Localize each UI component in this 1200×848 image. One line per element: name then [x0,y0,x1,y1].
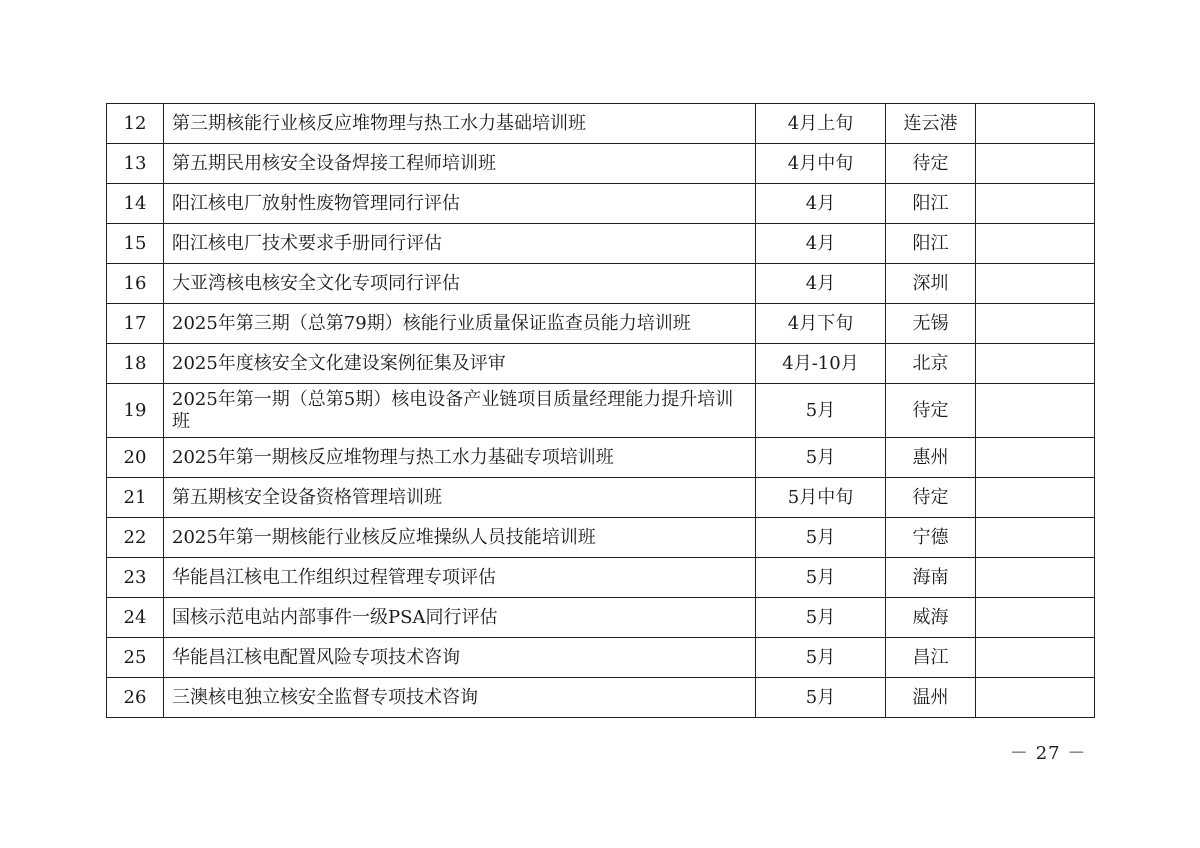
place-cell: 海南 [886,558,976,598]
note-cell [976,638,1095,678]
time-cell: 4月下旬 [756,304,886,344]
table-row [107,598,1095,638]
place-cell: 宁德 [886,518,976,558]
place-cell: 威海 [886,598,976,638]
page-number: － 27 － [1010,743,1087,764]
time-cell: 5月 [756,384,886,438]
place-cell: 待定 [886,478,976,518]
row-number-cell: 19 [107,384,164,438]
time-cell: 4月-10月 [756,344,886,384]
place-cell: 北京 [886,344,976,384]
table-row [107,144,1095,184]
note-cell [976,104,1095,144]
row-number-cell: 16 [107,264,164,304]
note-cell [976,344,1095,384]
place-cell: 无锡 [886,304,976,344]
note-cell [976,598,1095,638]
time-cell: 5月 [756,518,886,558]
item-name-cell: 2025年第一期核能行业核反应堆操纵人员技能培训班 [164,518,756,558]
table-row [107,224,1095,264]
item-name-cell: 大亚湾核电核安全文化专项同行评估 [164,264,756,304]
schedule-table [106,103,1095,718]
row-number-cell: 21 [107,478,164,518]
note-cell [976,678,1095,718]
item-name-cell: 2025年第一期（总第5期）核电设备产业链项目质量经理能力提升培训班 [164,384,756,438]
item-name-cell: 第五期核安全设备资格管理培训班 [164,478,756,518]
row-number-cell: 13 [107,144,164,184]
place-cell: 待定 [886,384,976,438]
table-row [107,344,1095,384]
note-cell [976,384,1095,438]
time-cell: 5月 [756,558,886,598]
place-cell: 阳江 [886,224,976,264]
item-name-cell: 阳江核电厂技术要求手册同行评估 [164,224,756,264]
time-cell: 4月上旬 [756,104,886,144]
place-cell: 昌江 [886,638,976,678]
table-row [107,518,1095,558]
row-number-cell: 18 [107,344,164,384]
note-cell [976,478,1095,518]
place-cell: 阳江 [886,184,976,224]
note-cell [976,224,1095,264]
item-name-cell: 华能昌江核电工作组织过程管理专项评估 [164,558,756,598]
time-cell: 4月中旬 [756,144,886,184]
table-row [107,184,1095,224]
time-cell: 5月中旬 [756,478,886,518]
item-name-cell: 国核示范电站内部事件一级PSA同行评估 [164,598,756,638]
item-name-cell: 第五期民用核安全设备焊接工程师培训班 [164,144,756,184]
table-row [107,638,1095,678]
row-number-cell: 23 [107,558,164,598]
row-number-cell: 17 [107,304,164,344]
schedule-table-body [107,104,1095,718]
place-cell: 惠州 [886,438,976,478]
row-number-cell: 26 [107,678,164,718]
row-number-cell: 25 [107,638,164,678]
row-number-cell: 14 [107,184,164,224]
table-row [107,478,1095,518]
row-number-cell: 22 [107,518,164,558]
item-name-cell: 第三期核能行业核反应堆物理与热工水力基础培训班 [164,104,756,144]
row-number-cell: 12 [107,104,164,144]
note-cell [976,518,1095,558]
row-number-cell: 24 [107,598,164,638]
note-cell [976,144,1095,184]
table-row [107,104,1095,144]
note-cell [976,558,1095,598]
time-cell: 4月 [756,184,886,224]
table-row [107,558,1095,598]
row-number-cell: 15 [107,224,164,264]
table-row [107,438,1095,478]
item-name-cell: 2025年第三期（总第79期）核能行业质量保证监查员能力培训班 [164,304,756,344]
time-cell: 5月 [756,598,886,638]
item-name-cell: 阳江核电厂放射性废物管理同行评估 [164,184,756,224]
place-cell: 待定 [886,144,976,184]
note-cell [976,438,1095,478]
item-name-cell: 2025年第一期核反应堆物理与热工水力基础专项培训班 [164,438,756,478]
item-name-cell: 2025年度核安全文化建设案例征集及评审 [164,344,756,384]
note-cell [976,184,1095,224]
row-number-cell: 20 [107,438,164,478]
item-name-cell: 华能昌江核电配置风险专项技术咨询 [164,638,756,678]
table-row [107,264,1095,304]
note-cell [976,264,1095,304]
table-row [107,678,1095,718]
time-cell: 5月 [756,678,886,718]
time-cell: 5月 [756,638,886,678]
place-cell: 温州 [886,678,976,718]
table-row [107,304,1095,344]
time-cell: 5月 [756,438,886,478]
item-name-cell: 三澳核电独立核安全监督专项技术咨询 [164,678,756,718]
place-cell: 深圳 [886,264,976,304]
time-cell: 4月 [756,224,886,264]
table-row [107,384,1095,438]
place-cell: 连云港 [886,104,976,144]
note-cell [976,304,1095,344]
time-cell: 4月 [756,264,886,304]
